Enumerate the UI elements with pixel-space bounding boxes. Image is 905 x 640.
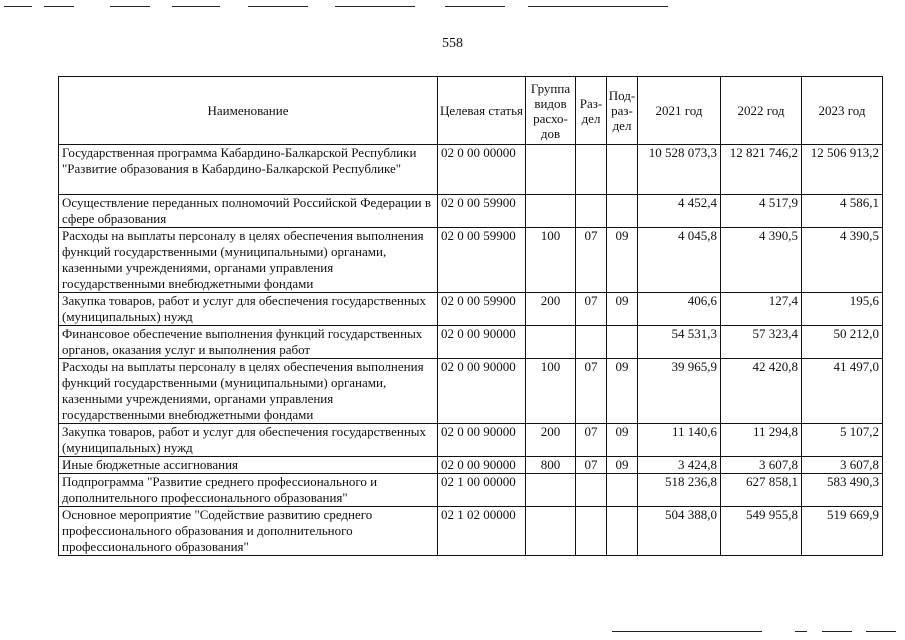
section: 07 xyxy=(576,293,607,326)
section xyxy=(576,145,607,195)
target-article: 02 1 02 00000 xyxy=(438,507,526,556)
table-row xyxy=(59,424,883,457)
target-article: 02 1 00 00000 xyxy=(438,474,526,507)
table-row xyxy=(59,145,883,195)
amount-2021: 4 452,4 xyxy=(638,195,721,228)
amount-2023: 4 390,5 xyxy=(802,228,883,293)
amount-2022: 3 607,8 xyxy=(721,457,802,474)
header-year-2021: 2021 год xyxy=(638,77,721,145)
section xyxy=(576,195,607,228)
amount-2021: 3 424,8 xyxy=(638,457,721,474)
table-row xyxy=(59,474,883,507)
row-name: Осуществление переданных полномочий Российской Федерации в сфере образования xyxy=(59,195,438,228)
subsection xyxy=(607,474,638,507)
row-name: Расходы на выплаты персоналу в целях обеспечения выполнения функций государственными (муниципальными) органами, казенными учреждениями, органами управления государственными внебюджетными фондами xyxy=(59,228,438,293)
amount-2023: 41 497,0 xyxy=(802,359,883,424)
target-article: 02 0 00 59900 xyxy=(438,228,526,293)
row-name: Иные бюджетные ассигнования xyxy=(59,457,438,474)
header-name: Наименование xyxy=(59,77,438,145)
row-name: Подпрограмма "Развитие среднего профессионального и дополнительного профессионального образования" xyxy=(59,474,438,507)
scan-mark xyxy=(612,631,762,632)
header-year-2023: 2023 год xyxy=(802,77,883,145)
table-row xyxy=(59,293,883,326)
amount-2022: 12 821 746,2 xyxy=(721,145,802,195)
scan-mark xyxy=(822,631,852,632)
section: 07 xyxy=(576,424,607,457)
subsection: 09 xyxy=(607,424,638,457)
table-row xyxy=(59,359,883,424)
amount-2021: 504 388,0 xyxy=(638,507,721,556)
subsection: 09 xyxy=(607,457,638,474)
subsection xyxy=(607,326,638,359)
row-name: Расходы на выплаты персоналу в целях обеспечения выполнения функций государственными (муниципальными) органами, казенными учреждениями, органами управления государственными внебюджетными фондами xyxy=(59,359,438,424)
subsection xyxy=(607,195,638,228)
amount-2022: 4 390,5 xyxy=(721,228,802,293)
target-article: 02 0 00 90000 xyxy=(438,326,526,359)
target-article: 02 0 00 59900 xyxy=(438,293,526,326)
amount-2022: 57 323,4 xyxy=(721,326,802,359)
amount-2023: 5 107,2 xyxy=(802,424,883,457)
scan-mark xyxy=(44,6,74,7)
amount-2022: 127,4 xyxy=(721,293,802,326)
expense-group: 100 xyxy=(526,228,576,293)
subsection: 09 xyxy=(607,293,638,326)
amount-2021: 10 528 073,3 xyxy=(638,145,721,195)
amount-2023: 12 506 913,2 xyxy=(802,145,883,195)
subsection: 09 xyxy=(607,359,638,424)
expense-group xyxy=(526,145,576,195)
scan-mark xyxy=(335,6,415,7)
amount-2021: 11 140,6 xyxy=(638,424,721,457)
amount-2022: 11 294,8 xyxy=(721,424,802,457)
target-article: 02 0 00 90000 xyxy=(438,424,526,457)
budget-table xyxy=(58,76,883,556)
amount-2023: 3 607,8 xyxy=(802,457,883,474)
section: 07 xyxy=(576,359,607,424)
header-target-article: Целевая статья xyxy=(438,77,526,145)
expense-group xyxy=(526,507,576,556)
page-number: 558 xyxy=(442,36,463,51)
table-row xyxy=(59,228,883,293)
amount-2022: 549 955,8 xyxy=(721,507,802,556)
amount-2022: 42 420,8 xyxy=(721,359,802,424)
amount-2022: 4 517,9 xyxy=(721,195,802,228)
amount-2021: 4 045,8 xyxy=(638,228,721,293)
subsection: 09 xyxy=(607,228,638,293)
row-name: Закупка товаров, работ и услуг для обеспечения государственных (муниципальных) нужд xyxy=(59,293,438,326)
amount-2021: 406,6 xyxy=(638,293,721,326)
row-name: Основное мероприятие "Содействие развитию среднего профессионального образования и дополнительного профессионального образования" xyxy=(59,507,438,556)
scan-mark xyxy=(445,6,505,7)
amount-2023: 50 212,0 xyxy=(802,326,883,359)
table-header-row xyxy=(59,77,883,145)
expense-group xyxy=(526,474,576,507)
section xyxy=(576,507,607,556)
target-article: 02 0 00 00000 xyxy=(438,145,526,195)
scan-mark xyxy=(4,6,32,7)
expense-group: 200 xyxy=(526,424,576,457)
amount-2021: 518 236,8 xyxy=(638,474,721,507)
header-expense-group: Группа видов расхо-дов xyxy=(526,77,576,145)
scan-mark xyxy=(528,6,668,7)
scan-mark xyxy=(110,6,150,7)
target-article: 02 0 00 90000 xyxy=(438,457,526,474)
section xyxy=(576,326,607,359)
section: 07 xyxy=(576,457,607,474)
row-name: Финансовое обеспечение выполнения функций государственных органов, оказания услуг и выполнения работ xyxy=(59,326,438,359)
expense-group: 100 xyxy=(526,359,576,424)
expense-group xyxy=(526,195,576,228)
amount-2023: 4 586,1 xyxy=(802,195,883,228)
table-row xyxy=(59,507,883,556)
target-article: 02 0 00 90000 xyxy=(438,359,526,424)
subsection xyxy=(607,145,638,195)
row-name: Закупка товаров, работ и услуг для обеспечения государственных (муниципальных) нужд xyxy=(59,424,438,457)
amount-2023: 195,6 xyxy=(802,293,883,326)
amount-2023: 519 669,9 xyxy=(802,507,883,556)
section: 07 xyxy=(576,228,607,293)
expense-group: 200 xyxy=(526,293,576,326)
target-article: 02 0 00 59900 xyxy=(438,195,526,228)
scan-mark xyxy=(172,6,220,7)
amount-2021: 39 965,9 xyxy=(638,359,721,424)
table-row xyxy=(59,195,883,228)
amount-2023: 583 490,3 xyxy=(802,474,883,507)
row-name: Государственная программа Кабардино-Балкарской Республики "Развитие образования в Кабардино-Балкарской Республике" xyxy=(59,145,438,195)
expense-group: 800 xyxy=(526,457,576,474)
table-row xyxy=(59,457,883,474)
header-year-2022: 2022 год xyxy=(721,77,802,145)
scan-mark xyxy=(866,631,896,632)
header-subsection: Под-раз-дел xyxy=(607,77,638,145)
amount-2021: 54 531,3 xyxy=(638,326,721,359)
subsection xyxy=(607,507,638,556)
table-row xyxy=(59,326,883,359)
header-section: Раз-дел xyxy=(576,77,607,145)
amount-2022: 627 858,1 xyxy=(721,474,802,507)
scan-mark xyxy=(795,631,807,632)
scan-mark xyxy=(248,6,308,7)
section xyxy=(576,474,607,507)
expense-group xyxy=(526,326,576,359)
